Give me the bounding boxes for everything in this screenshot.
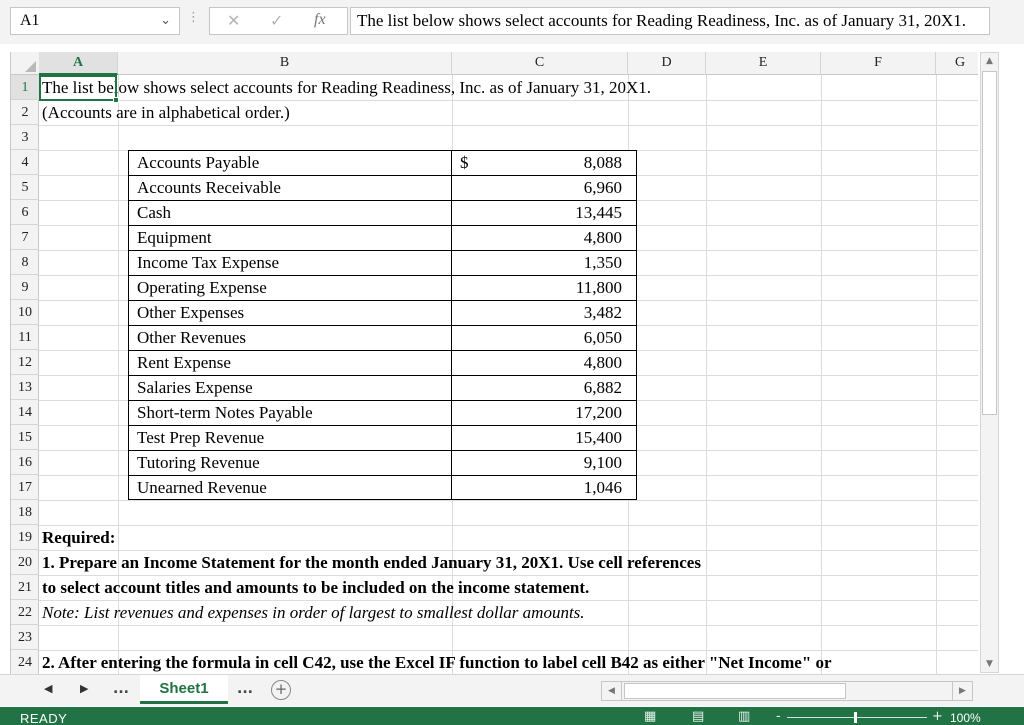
vertical-scrollbar[interactable] <box>980 52 999 673</box>
sheet-tab-bar <box>0 674 1024 706</box>
row-header-1[interactable]: 1 <box>11 75 39 100</box>
cell-a20[interactable]: 1. Prepare an Income Statement for the month ended January 31, 20X1. Use cell references <box>42 553 701 572</box>
row-header-22[interactable]: 22 <box>11 600 39 625</box>
more-sheets-right[interactable]: ... <box>237 681 253 697</box>
table-row <box>129 276 636 301</box>
scroll-down-icon[interactable]: ▼ <box>986 659 993 669</box>
cell-a24[interactable]: 2. After entering the formula in cell C42, use the Excel IF function to label cell B42 as either "Net Income" or <box>42 653 832 672</box>
column-header-g[interactable]: G <box>936 52 978 75</box>
scroll-right-icon[interactable]: ▶ <box>952 682 972 700</box>
zoom-slider-track[interactable] <box>787 717 927 718</box>
insert-function-icon[interactable]: fx <box>314 11 326 28</box>
gridline <box>39 625 978 626</box>
row-header-19[interactable]: 19 <box>11 525 39 550</box>
zoom-out-icon[interactable]: - <box>776 709 781 724</box>
account-name[interactable]: Cash <box>129 201 452 225</box>
row-header-12[interactable]: 12 <box>11 350 39 375</box>
horizontal-scroll-thumb[interactable] <box>624 683 846 699</box>
account-amount[interactable]: 1,046 <box>583 478 622 497</box>
page-break-view-icon[interactable]: ▥ <box>738 709 751 724</box>
horizontal-scrollbar[interactable] <box>601 681 973 701</box>
fill-handle[interactable] <box>113 97 119 103</box>
scroll-left-icon[interactable]: ◀ <box>602 682 622 700</box>
sheet-tab-sheet1[interactable]: Sheet1 <box>140 675 228 704</box>
column-header-b[interactable]: B <box>118 52 452 75</box>
account-name[interactable]: Income Tax Expense <box>129 251 452 275</box>
row-header-10[interactable]: 10 <box>11 300 39 325</box>
active-cell-selection[interactable] <box>39 75 117 101</box>
account-name[interactable]: Unearned Revenue <box>129 476 452 500</box>
account-name[interactable]: Operating Expense <box>129 276 452 300</box>
row-header-16[interactable]: 16 <box>11 450 39 475</box>
zoom-slider-thumb[interactable] <box>854 712 857 723</box>
column-header-d[interactable]: D <box>628 52 706 75</box>
table-row <box>129 251 636 276</box>
status-bar <box>0 707 1024 725</box>
row-header-11[interactable]: 11 <box>11 325 39 350</box>
table-row <box>129 201 636 226</box>
account-name[interactable]: Other Revenues <box>129 326 452 350</box>
account-amount[interactable]: 8,088 <box>583 153 622 172</box>
table-row <box>129 326 636 351</box>
row-header-7[interactable]: 7 <box>11 225 39 250</box>
account-name[interactable]: Test Prep Revenue <box>129 426 452 450</box>
formula-buttons <box>209 7 348 35</box>
row-header-6[interactable]: 6 <box>11 200 39 225</box>
row-header-21[interactable]: 21 <box>11 575 39 600</box>
corner-triangle-icon <box>25 61 36 72</box>
account-amount[interactable]: 1,350 <box>583 253 622 272</box>
currency-symbol: $ <box>460 153 469 172</box>
table-row <box>129 226 636 251</box>
select-all-corner[interactable] <box>11 52 39 75</box>
table-row <box>129 351 636 376</box>
row-header-9[interactable]: 9 <box>11 275 39 300</box>
row-header-20[interactable]: 20 <box>11 550 39 575</box>
row-header-23[interactable]: 23 <box>11 625 39 650</box>
table-row <box>129 151 636 176</box>
account-name[interactable]: Accounts Receivable <box>129 176 452 200</box>
cell-a19[interactable]: Required: <box>42 528 116 547</box>
account-amount[interactable]: 11,800 <box>575 278 622 297</box>
account-name[interactable]: Equipment <box>129 226 452 250</box>
column-headers <box>11 52 978 75</box>
account-amount[interactable]: 6,882 <box>583 378 622 397</box>
table-row <box>129 476 636 501</box>
row-header-15[interactable]: 15 <box>11 425 39 450</box>
account-name[interactable]: Tutoring Revenue <box>129 451 452 475</box>
column-header-c[interactable]: C <box>452 52 628 75</box>
row-header-2[interactable]: 2 <box>11 100 39 125</box>
row-header-14[interactable]: 14 <box>11 400 39 425</box>
name-box-value: A1 <box>20 12 40 29</box>
column-header-e[interactable]: E <box>706 52 821 75</box>
account-name[interactable]: Rent Expense <box>129 351 452 375</box>
account-amount[interactable]: 17,200 <box>575 403 622 422</box>
scroll-up-icon[interactable]: ▲ <box>986 56 993 66</box>
account-amount[interactable]: 9,100 <box>583 453 622 472</box>
row-header-13[interactable]: 13 <box>11 375 39 400</box>
account-amount[interactable]: 15,400 <box>575 428 622 447</box>
formula-input[interactable]: The list below shows select accounts for Reading Readiness, Inc. as of January 31, 20X1. <box>350 7 990 35</box>
formula-bar <box>0 0 1024 44</box>
table-row <box>129 401 636 426</box>
table-row <box>129 451 636 476</box>
cell-area[interactable] <box>39 75 978 674</box>
table-row <box>129 426 636 451</box>
account-name[interactable]: Accounts Payable <box>129 151 452 175</box>
prev-sheet-icon[interactable]: ◀ <box>44 682 53 695</box>
more-sheets-left[interactable]: ... <box>113 681 129 697</box>
table-row <box>129 176 636 201</box>
row-header-24[interactable]: 24 <box>11 650 39 674</box>
column-header-f[interactable]: F <box>821 52 936 75</box>
page-layout-view-icon[interactable]: ▤ <box>692 709 705 724</box>
add-sheet-icon[interactable]: + <box>271 680 291 700</box>
account-amount[interactable]: 3,482 <box>583 303 622 322</box>
vertical-dots-icon[interactable]: ⋮ <box>187 10 200 25</box>
worksheet-grid <box>10 52 978 674</box>
account-amount[interactable]: 6,050 <box>583 328 622 347</box>
normal-view-icon[interactable]: ▦ <box>644 709 657 724</box>
cell-a21[interactable]: to select account titles and amounts to be included on the income statement. <box>42 578 590 597</box>
column-header-a[interactable]: A <box>39 52 118 75</box>
row-header-18[interactable]: 18 <box>11 500 39 525</box>
account-amount[interactable]: 4,800 <box>583 228 622 247</box>
cell-a1[interactable]: The list below shows select accounts for Reading Readiness, Inc. as of January 31, 20X1. <box>42 78 652 97</box>
zoom-in-icon[interactable]: + <box>932 709 943 724</box>
row-headers <box>11 75 39 674</box>
account-name[interactable]: Other Expenses <box>129 301 452 325</box>
chevron-down-icon[interactable]: ⌄ <box>160 13 171 28</box>
cell-a2[interactable]: (Accounts are in alphabetical order.) <box>42 103 290 122</box>
row-header-17[interactable]: 17 <box>11 475 39 500</box>
table-row <box>129 301 636 326</box>
account-name[interactable]: Short-term Notes Payable <box>129 401 452 425</box>
row-header-4[interactable]: 4 <box>11 150 39 175</box>
row-header-3[interactable]: 3 <box>11 125 39 150</box>
next-sheet-icon[interactable]: ▶ <box>80 682 89 695</box>
account-amount[interactable]: 4,800 <box>583 353 622 372</box>
row-header-8[interactable]: 8 <box>11 250 39 275</box>
row-header-5[interactable]: 5 <box>11 175 39 200</box>
account-name[interactable]: Salaries Expense <box>129 376 452 400</box>
enter-check-icon[interactable]: ✓ <box>270 11 284 30</box>
name-box[interactable] <box>10 7 180 35</box>
gridline <box>39 525 978 526</box>
table-row <box>129 376 636 401</box>
accounts-table <box>128 150 637 500</box>
cell-a22[interactable]: Note: List revenues and expenses in order of largest to smallest dollar amounts. <box>42 603 585 622</box>
account-amount[interactable]: 13,445 <box>575 203 622 222</box>
cancel-icon[interactable]: ✕ <box>227 11 241 30</box>
status-text: READY <box>20 711 68 725</box>
vertical-scroll-thumb[interactable] <box>982 71 997 415</box>
account-amount[interactable]: 6,960 <box>583 178 622 197</box>
gridline <box>39 125 978 126</box>
zoom-level[interactable]: 100% <box>950 711 981 725</box>
